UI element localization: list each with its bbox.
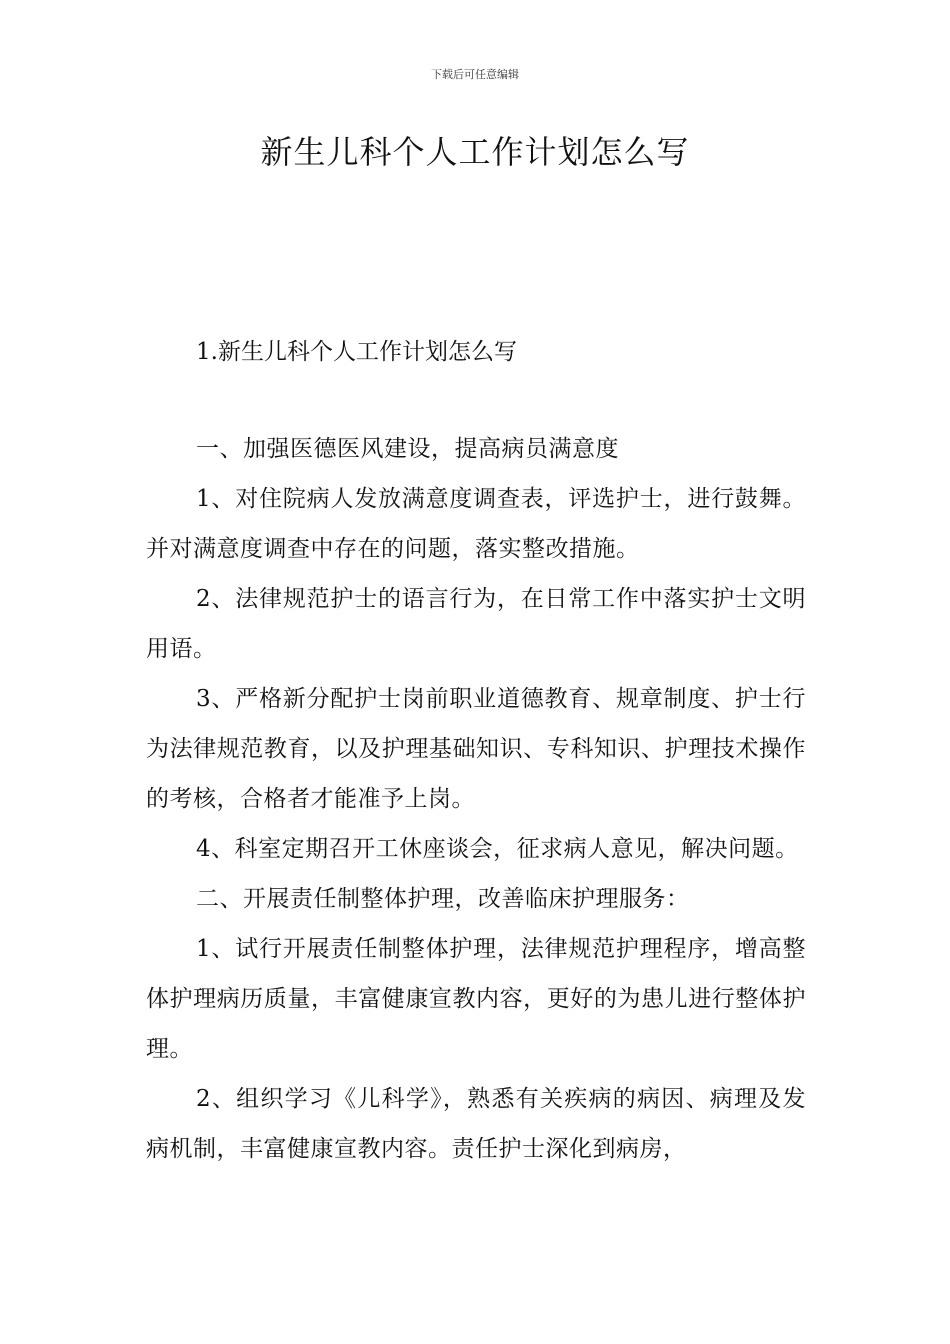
paragraph: 1、对住院病人发放满意度调查表，评选护士，进行鼓舞。并对满意度调查中存在的问题，落实整改措施。 (146, 486, 806, 562)
paragraph: 2、组织学习《儿科学》，熟悉有关疾病的病因、病理及发病机制，丰富健康宣教内容。责任护士深化到病房， (146, 1086, 806, 1162)
paragraph: 3、严格新分配护士岗前职业道德教育、规章制度、护士行为法律规范教育，以及护理基础知识、专科知识、护理技术操作的考核，合格者才能准予上岗。 (146, 686, 806, 812)
paragraph: 4、科室定期召开工休座谈会，征求病人意见，解决问题。 (196, 836, 799, 862)
paragraph: 1、试行开展责任制整体护理，法律规范护理程序，增高整体护理病历质量，丰富健康宣教内容，更好的为患儿进行整体护理。 (146, 936, 806, 1062)
document-title: 新生儿科个人工作计划怎么写 (260, 133, 690, 171)
paragraph: 一、加强医德医风建设，提高病员满意度 (196, 436, 619, 462)
header-note: 下载后可任意编辑 (431, 68, 519, 81)
section-heading: 1.新生儿科个人工作计划怎么写 (196, 339, 517, 365)
document-body (146, 424, 806, 1174)
paragraph: 二、开展责任制整体护理，改善临床护理服务： (196, 886, 690, 912)
paragraph: 2、法律规范护士的语言行为，在日常工作中落实护士文明用语。 (146, 586, 806, 662)
